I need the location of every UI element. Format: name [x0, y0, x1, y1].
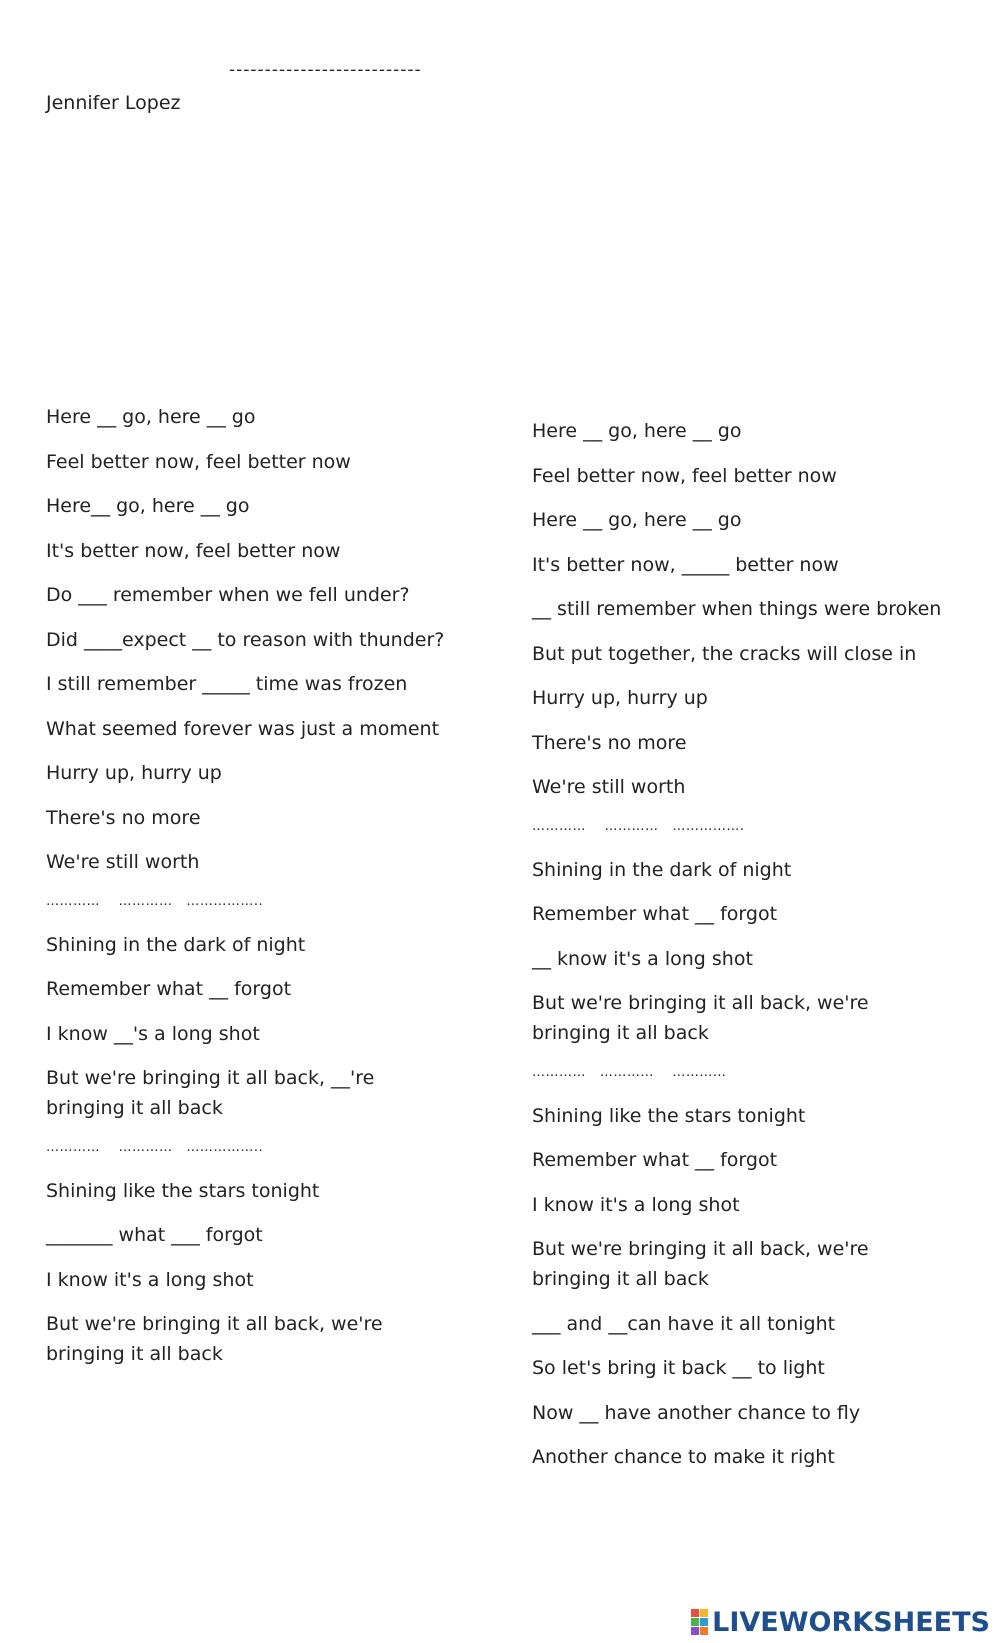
dots-separator: ………… ………… …………….. — [46, 893, 264, 909]
lyric-line: Here __ go, here __ go — [532, 509, 742, 531]
dots-separator: ………… ………… …………….. — [46, 1139, 264, 1155]
watermark — [691, 1607, 990, 1637]
lyric-line: Did ____expect __ to reason with thunder? — [46, 628, 445, 651]
lyric-line: Here __ go, here __ go — [46, 406, 256, 428]
lyric-line: Feel better now, feel better now — [46, 450, 351, 473]
lyric-line: __ know it's a long shot — [532, 947, 753, 970]
dots-separator: ………… ………… ………… — [532, 1064, 727, 1080]
lyric-line: Feel better now, feel better now — [532, 464, 837, 487]
lyric-line: Remember what __ forgot — [532, 903, 778, 925]
lyric-line: Another chance to make it right — [532, 1446, 835, 1468]
lyric-line: But we're bringing it all back, we're bringing it all back — [46, 1313, 383, 1365]
lyric-line: But we're bringing it all back, we're bringing it all back — [532, 1238, 869, 1290]
logo-square — [700, 1618, 708, 1626]
lyric-line: I know __'s a long shot — [46, 1022, 260, 1045]
lyric-line: Do ___ remember when we fell under? — [46, 584, 410, 606]
artist-name: Jennifer Lopez — [46, 92, 181, 114]
lyric-line: Hurry up, hurry up — [532, 687, 708, 709]
lyric-line: There's no more — [532, 731, 687, 754]
lyric-line: Shining in the dark of night — [532, 858, 792, 881]
lyric-line: Now __ have another chance to fly — [532, 1401, 861, 1424]
logo-square — [700, 1627, 708, 1635]
lyric-line: We're still worth — [46, 851, 200, 873]
lyric-line: There's no more — [46, 806, 201, 829]
logo-square — [691, 1609, 699, 1617]
lyric-line: It's better now, _____ better now — [532, 553, 839, 576]
watermark-text: LIVEWORKSHEETS — [712, 1606, 990, 1638]
lyric-line: But we're bringing it all back, __'re bringing it all back — [46, 1067, 375, 1119]
lyric-line: Shining like the stars tonight — [46, 1179, 320, 1202]
logo-square — [691, 1627, 699, 1635]
lyric-line: What seemed forever was just a moment — [46, 717, 440, 740]
lyric-line: I know it's a long shot — [46, 1268, 254, 1291]
liveworksheets-logo-icon — [691, 1609, 708, 1635]
lyric-line: Here __ go, here __ go — [532, 420, 742, 442]
lyric-line: ___ and __can have it all tonight — [532, 1312, 836, 1335]
lyric-line: But we're bringing it all back, we're bringing it all back — [532, 992, 869, 1044]
logo-square — [691, 1618, 699, 1626]
lyric-line: _______ what ___ forgot — [46, 1224, 263, 1246]
lyric-line: __ still remember when things were broken — [532, 598, 942, 620]
lyric-line: I know it's a long shot — [532, 1193, 740, 1216]
lyric-line: Hurry up, hurry up — [46, 762, 222, 784]
lyrics-right-column — [532, 416, 972, 1487]
lyric-line: I still remember _____ time was frozen — [46, 673, 408, 695]
logo-square — [700, 1609, 708, 1617]
lyric-line: We're still worth — [532, 776, 686, 798]
lyric-line: Shining like the stars tonight — [532, 1104, 806, 1127]
dots-separator: ………… ………… ……………. — [532, 818, 745, 834]
title-blank: --------------------------- — [229, 60, 422, 80]
lyric-line: But put together, the cracks will close in — [532, 642, 917, 665]
lyric-line: So let's bring it back __ to light — [532, 1357, 825, 1379]
lyric-line: Here__ go, here __ go — [46, 495, 250, 517]
lyric-line: It's better now, feel better now — [46, 539, 341, 562]
lyric-line: Remember what __ forgot — [46, 978, 292, 1000]
lyric-line: Shining in the dark of night — [46, 933, 306, 956]
lyrics-left-column — [46, 402, 486, 1384]
lyric-line: Remember what __ forgot — [532, 1149, 778, 1171]
